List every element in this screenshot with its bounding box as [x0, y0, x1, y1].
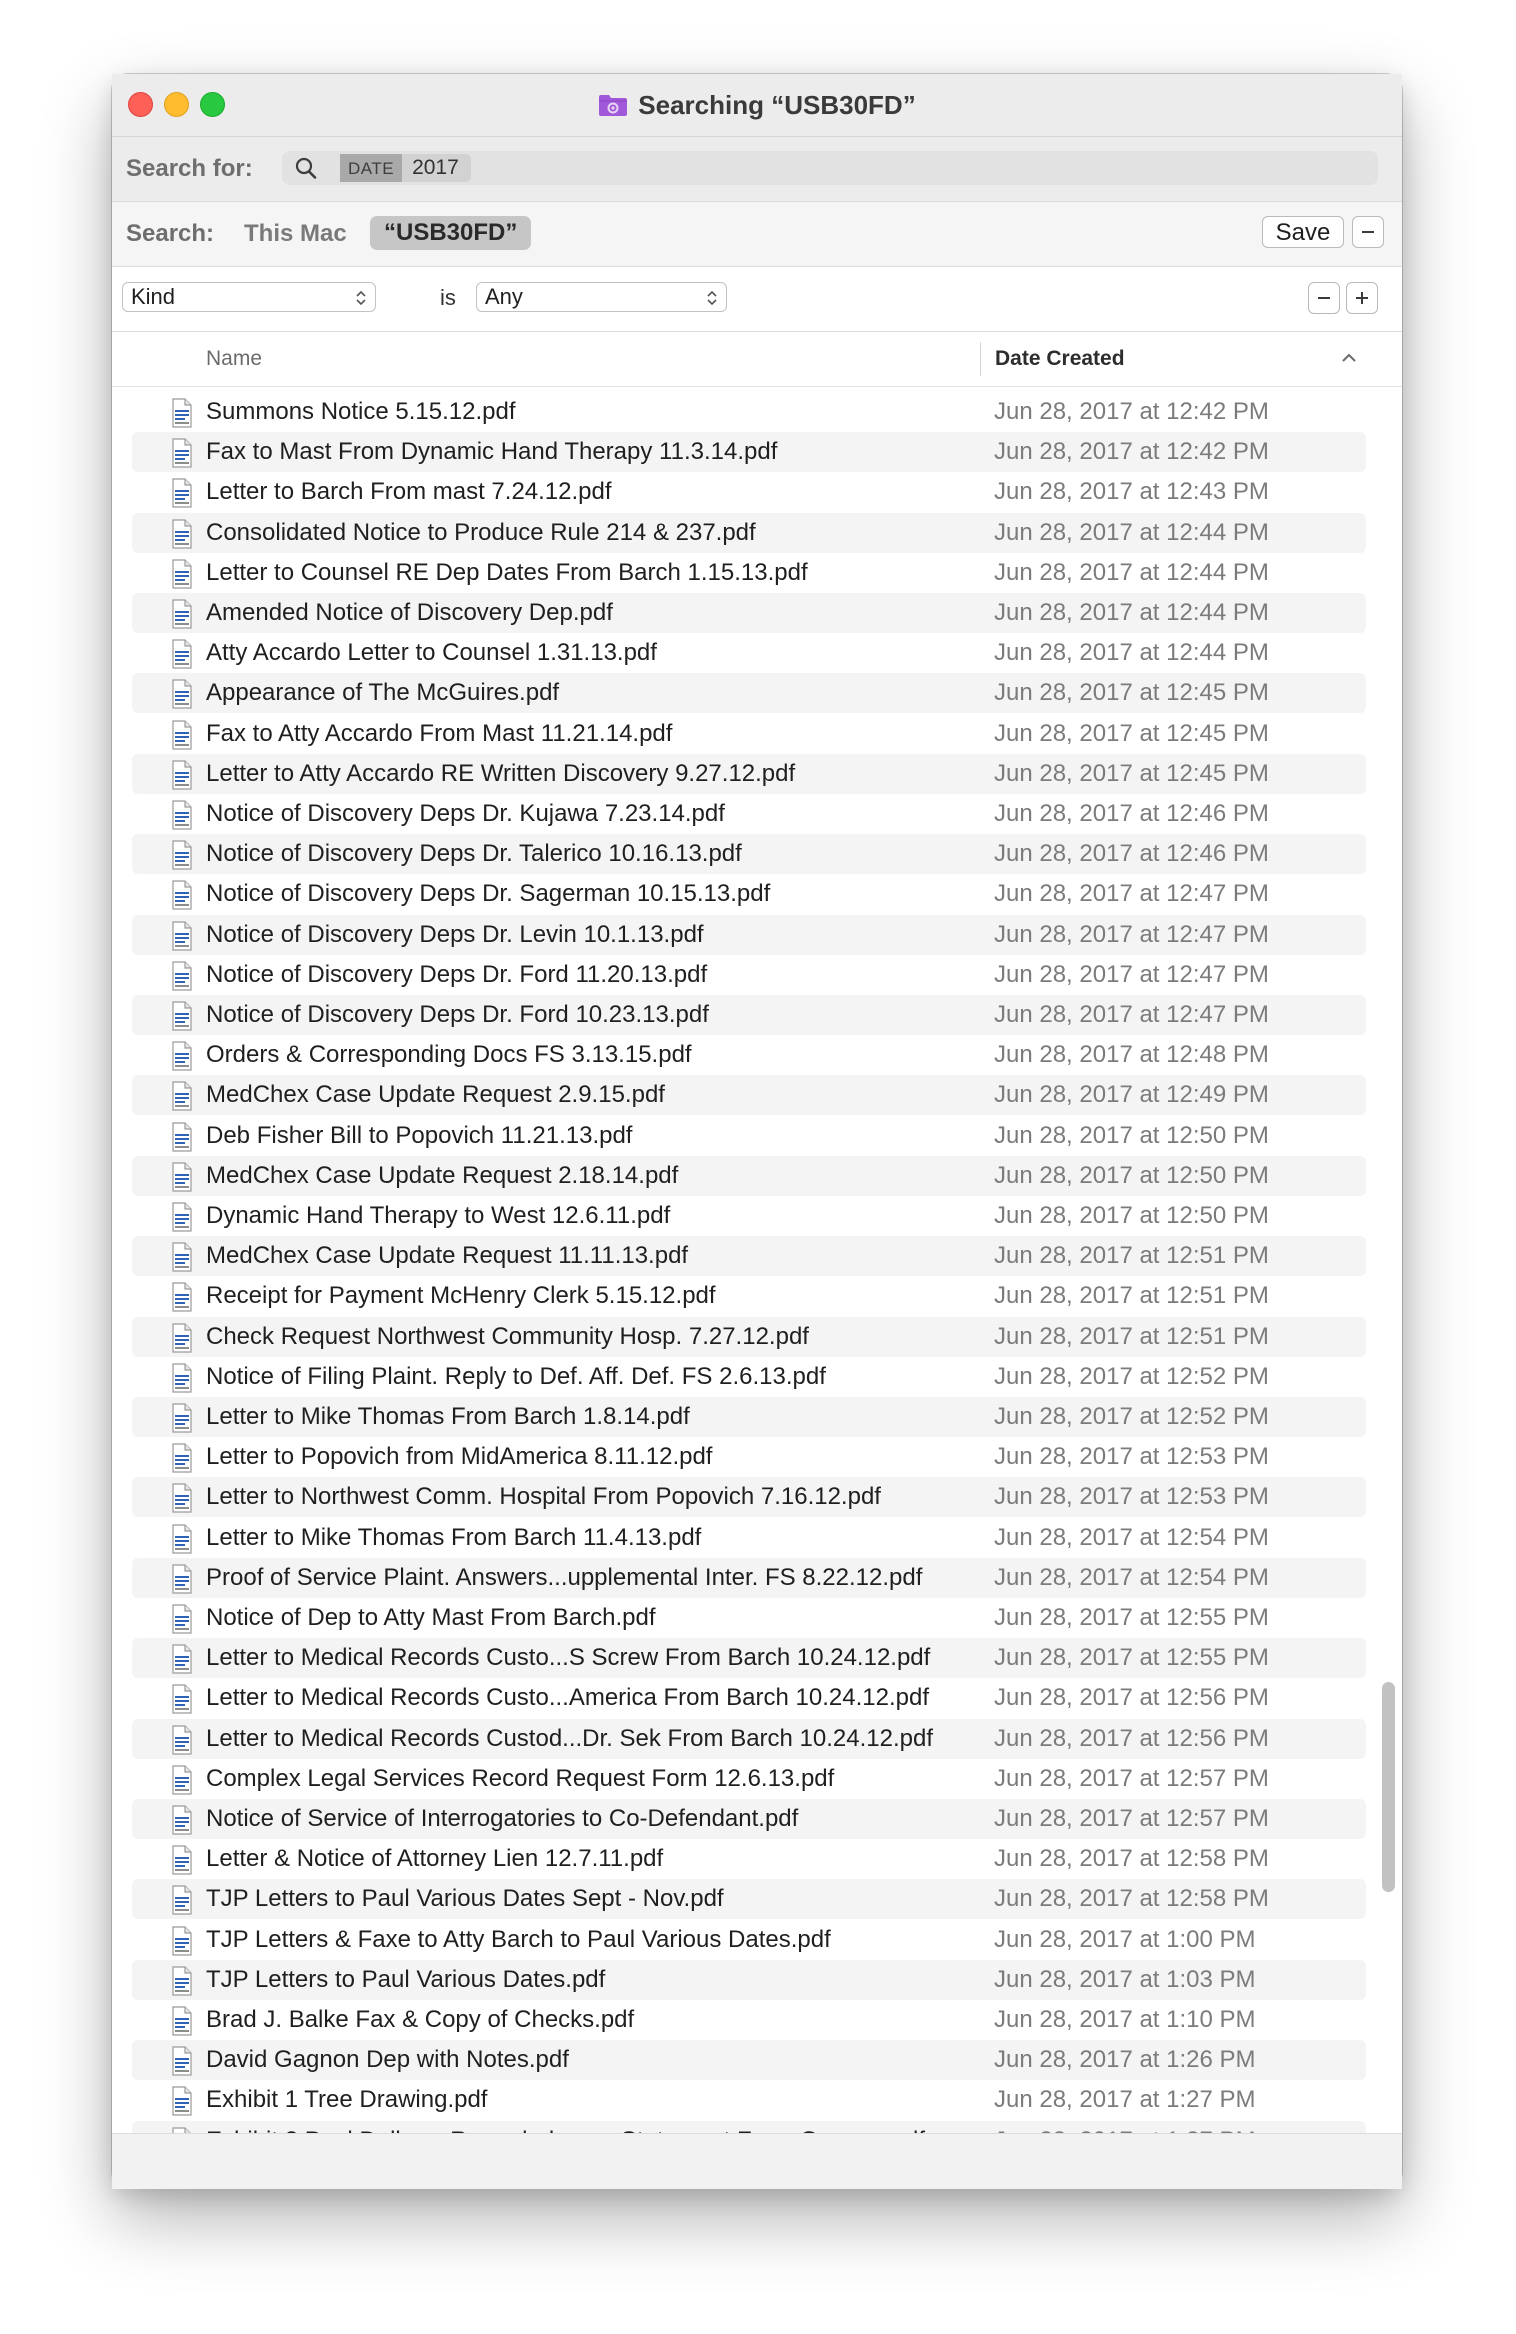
file-date-created: Jun 28, 2017 at 12:55 PM — [994, 1604, 1269, 1631]
pdf-document-icon — [170, 921, 194, 956]
path-bar — [112, 2133, 1402, 2189]
file-date-created: Jun 28, 2017 at 1:03 PM — [994, 1965, 1256, 1993]
pdf-document-icon — [170, 1483, 194, 1518]
file-row[interactable] — [132, 794, 1366, 834]
file-row[interactable] — [132, 1598, 1366, 1638]
pdf-document-icon — [170, 1564, 194, 1599]
window-title: Searching “USB30FD” — [638, 89, 916, 120]
file-name: TJP Letters to Paul Various Dates Sept - Nov.pdf — [206, 1885, 724, 1913]
column-header-row — [112, 332, 1402, 387]
pdf-document-icon — [170, 1001, 194, 1036]
file-row[interactable] — [132, 553, 1366, 593]
file-date-created: Jun 28, 2017 at 1:10 PM — [994, 2006, 1256, 2033]
file-row[interactable] — [132, 673, 1366, 713]
file-date-created: Jun 28, 2017 at 12:50 PM — [994, 1121, 1269, 1149]
file-name: Notice of Discovery Deps Dr. Levin 10.1.13.pdf — [206, 920, 704, 948]
criteria-attribute-value: Kind — [131, 284, 176, 309]
search-token[interactable] — [340, 154, 471, 182]
file-date-created: Jun 28, 2017 at 12:44 PM — [994, 599, 1269, 626]
pdf-document-icon — [170, 1363, 194, 1398]
pdf-document-icon — [170, 1323, 194, 1358]
file-name: Letter to Barch From mast 7.24.12.pdf — [206, 478, 612, 506]
file-name: Letter to Counsel RE Dep Dates From Barch 1.15.13.pdf — [206, 558, 808, 586]
file-name: MedChex Case Update Request 2.9.15.pdf — [206, 1081, 665, 1109]
file-name: Letter to Medical Records Custod...Dr. Sek From Barch 10.24.12.pdf — [206, 1724, 934, 1752]
file-name: Notice of Discovery Deps Dr. Talerico 10.16.13.pdf — [206, 840, 742, 868]
pdf-document-icon — [170, 2006, 194, 2041]
file-date-created: Jun 28, 2017 at 12:42 PM — [994, 438, 1269, 466]
file-name: Notice of Dep to Atty Mast From Barch.pdf — [206, 1604, 656, 1631]
file-row[interactable] — [132, 1920, 1366, 1960]
file-name: Letter & Notice of Attorney Lien 12.7.11.pdf — [206, 1845, 664, 1873]
file-row[interactable] — [132, 915, 1366, 955]
save-search-button[interactable]: Save — [1262, 216, 1344, 248]
minus-icon — [1360, 224, 1376, 240]
pdf-document-icon — [170, 1926, 194, 1961]
pdf-document-icon — [170, 599, 194, 634]
plus-icon — [1354, 290, 1370, 306]
vertical-scrollbar[interactable] — [1374, 386, 1400, 2058]
remove-criteria-row-button[interactable] — [1352, 216, 1384, 248]
file-date-created: Jun 28, 2017 at 12:51 PM — [994, 1242, 1269, 1270]
file-date-created: Jun 28, 2017 at 12:46 PM — [994, 800, 1269, 827]
file-date-created: Jun 28, 2017 at 12:47 PM — [994, 920, 1269, 948]
pdf-document-icon — [170, 438, 194, 473]
pdf-document-icon — [170, 1684, 194, 1719]
file-row[interactable] — [132, 1236, 1366, 1276]
file-row[interactable] — [132, 1116, 1366, 1156]
file-name: Appearance of The McGuires.pdf — [206, 679, 560, 707]
file-name: TJP Letters & Faxe to Atty Barch to Paul Various Dates.pdf — [206, 1925, 831, 1953]
file-name: Dynamic Hand Therapy to West 12.6.11.pdf — [206, 1202, 671, 1229]
file-date-created: Jun 28, 2017 at 12:53 PM — [994, 1483, 1269, 1511]
file-row[interactable] — [132, 1156, 1366, 1196]
pdf-document-icon — [170, 679, 194, 714]
pdf-document-icon — [170, 1443, 194, 1478]
file-name: Notice of Discovery Deps Dr. Sagerman 10.15.13.pdf — [206, 880, 771, 908]
file-row[interactable] — [132, 754, 1366, 794]
pdf-document-icon — [170, 840, 194, 875]
file-date-created: Jun 28, 2017 at 12:44 PM — [994, 639, 1269, 667]
file-row[interactable] — [132, 834, 1366, 874]
file-row[interactable] — [132, 1719, 1366, 1759]
file-name: Fax to Atty Accardo From Mast 11.21.14.pdf — [206, 719, 673, 747]
file-name: Orders & Corresponding Docs FS 3.13.15.pdf — [206, 1041, 692, 1069]
file-row[interactable] — [132, 1558, 1366, 1598]
pdf-document-icon — [170, 639, 194, 674]
file-name: Notice of Discovery Deps Dr. Kujawa 7.23.14.pdf — [206, 800, 725, 827]
criteria-value-text: Any — [485, 284, 523, 309]
file-name: Notice of Discovery Deps Dr. Ford 11.20.13.pdf — [206, 960, 708, 988]
file-row[interactable] — [132, 995, 1366, 1035]
file-name: David Gagnon Dep with Notes.pdf — [206, 2046, 569, 2074]
file-date-created: Jun 28, 2017 at 12:55 PM — [994, 1644, 1269, 1672]
file-row[interactable] — [132, 1678, 1366, 1718]
smart-folder-icon — [598, 93, 628, 117]
file-row[interactable] — [132, 1638, 1366, 1678]
criteria-value-popup[interactable] — [476, 282, 727, 312]
file-date-created: Jun 28, 2017 at 12:51 PM — [994, 1322, 1269, 1350]
file-date-created: Jun 28, 2017 at 12:48 PM — [994, 1041, 1269, 1069]
file-date-created: Jun 28, 2017 at 12:51 PM — [994, 1282, 1269, 1310]
file-date-created: Jun 28, 2017 at 12:58 PM — [994, 1885, 1269, 1913]
file-date-created: Jun 28, 2017 at 12:50 PM — [994, 1161, 1269, 1189]
file-date-created: Jun 28, 2017 at 12:58 PM — [994, 1845, 1269, 1873]
file-name: Letter to Medical Records Custo...America From Barch 10.24.12.pdf — [206, 1684, 929, 1712]
file-list[interactable] — [112, 386, 1402, 2114]
file-name: Fax to Mast From Dynamic Hand Therapy 11.3.14.pdf — [206, 438, 778, 466]
file-row[interactable] — [132, 1357, 1366, 1397]
finder-search-window — [112, 74, 1402, 2188]
pdf-document-icon — [170, 800, 194, 835]
file-date-created: Jun 28, 2017 at 1:27 PM — [994, 2086, 1256, 2114]
pdf-document-icon — [170, 1845, 194, 1880]
file-row[interactable] — [132, 1839, 1366, 1879]
file-row[interactable] — [132, 2040, 1366, 2080]
file-date-created: Jun 28, 2017 at 12:45 PM — [994, 679, 1269, 707]
file-row[interactable] — [132, 955, 1366, 995]
pdf-document-icon — [170, 1282, 194, 1317]
file-name: Letter to Northwest Comm. Hospital From Popovich 7.16.12.pdf — [206, 1483, 881, 1511]
file-name: Check Request Northwest Community Hosp. 7.27.12.pdf — [206, 1322, 809, 1350]
pdf-document-icon — [170, 1725, 194, 1760]
file-date-created: Jun 28, 2017 at 1:26 PM — [994, 2046, 1256, 2074]
file-name: Letter to Medical Records Custo...S Screw From Barch 10.24.12.pdf — [206, 1644, 931, 1672]
file-name: TJP Letters to Paul Various Dates.pdf — [206, 1965, 606, 1993]
file-name: Notice of Discovery Deps Dr. Ford 10.23.13.pdf — [206, 1001, 709, 1028]
file-row[interactable] — [132, 513, 1366, 553]
pdf-document-icon — [170, 1081, 194, 1116]
file-name: Exhibit 1 Tree Drawing.pdf — [206, 2086, 488, 2114]
file-name: Proof of Service Plaint. Answers...upplemental Inter. FS 8.22.12.pdf — [206, 1563, 923, 1591]
file-name: Amended Notice of Discovery Dep.pdf — [206, 599, 613, 626]
file-row[interactable] — [132, 1879, 1366, 1919]
file-date-created: Jun 28, 2017 at 12:56 PM — [994, 1684, 1269, 1712]
pdf-document-icon — [170, 1644, 194, 1679]
pdf-document-icon — [170, 961, 194, 996]
pdf-document-icon — [170, 1041, 194, 1076]
scope-this-mac-button[interactable]: This Mac — [244, 220, 347, 247]
search-token-value: 2017 — [412, 156, 459, 179]
file-name: Complex Legal Services Record Request Form 12.6.13.pdf — [206, 1764, 835, 1792]
pdf-document-icon — [170, 1604, 194, 1639]
criteria-operator-label: is — [440, 285, 456, 310]
file-date-created: Jun 28, 2017 at 12:53 PM — [994, 1443, 1269, 1471]
file-row[interactable] — [132, 1075, 1366, 1115]
file-date-created: Jun 28, 2017 at 12:42 PM — [994, 398, 1269, 425]
pdf-document-icon — [170, 2086, 194, 2121]
file-name: Notice of Filing Plaint. Reply to Def. Aff. Def. FS 2.6.13.pdf — [206, 1362, 826, 1390]
search-for-label: Search for: — [126, 155, 253, 182]
pdf-document-icon — [170, 1403, 194, 1438]
file-row[interactable] — [132, 472, 1366, 512]
file-date-created: Jun 28, 2017 at 12:52 PM — [994, 1362, 1269, 1390]
file-date-created: Jun 28, 2017 at 12:43 PM — [994, 478, 1269, 506]
file-date-created: Jun 28, 2017 at 12:50 PM — [994, 1202, 1269, 1229]
pdf-document-icon — [170, 720, 194, 755]
title-bar[interactable] — [112, 74, 1402, 137]
file-date-created: Jun 28, 2017 at 12:49 PM — [994, 1081, 1269, 1109]
updown-chevron-icon — [355, 287, 367, 315]
search-input[interactable] — [282, 151, 1378, 185]
file-name: Deb Fisher Bill to Popovich 11.21.13.pdf — [206, 1121, 633, 1149]
file-name: Notice of Service of Interrogatories to Co-Defendant.pdf — [206, 1805, 799, 1832]
file-row[interactable] — [132, 1960, 1366, 2000]
file-date-created: Jun 28, 2017 at 12:52 PM — [994, 1403, 1269, 1430]
file-date-created: Jun 28, 2017 at 12:44 PM — [994, 558, 1269, 586]
file-row[interactable] — [132, 1196, 1366, 1236]
pdf-document-icon — [170, 880, 194, 915]
file-row[interactable] — [132, 714, 1366, 754]
search-token-key: DATE — [340, 154, 402, 182]
file-date-created: Jun 28, 2017 at 12:54 PM — [994, 1563, 1269, 1591]
scope-usb30fd-button[interactable]: “USB30FD” — [370, 216, 531, 250]
criteria-attribute-popup[interactable] — [122, 282, 376, 312]
pdf-document-icon — [170, 1122, 194, 1157]
file-row[interactable] — [132, 2000, 1366, 2040]
file-date-created: Jun 28, 2017 at 12:46 PM — [994, 840, 1269, 868]
file-date-created: Jun 28, 2017 at 12:47 PM — [994, 1001, 1269, 1028]
pdf-document-icon — [170, 1805, 194, 1840]
scrollbar-thumb[interactable] — [1382, 1682, 1395, 1892]
file-date-created: Jun 28, 2017 at 12:45 PM — [994, 719, 1269, 747]
column-header-date-created[interactable]: Date Created — [995, 347, 1125, 370]
file-name: Letter to Popovich from MidAmerica 8.11.12.pdf — [206, 1443, 713, 1471]
file-name: Atty Accardo Letter to Counsel 1.31.13.pdf — [206, 639, 657, 667]
file-date-created: Jun 28, 2017 at 12:56 PM — [994, 1724, 1269, 1752]
pdf-document-icon — [170, 1524, 194, 1559]
pdf-document-icon — [170, 1885, 194, 1920]
pdf-document-icon — [170, 398, 194, 433]
file-row[interactable] — [132, 874, 1366, 914]
file-date-created: Jun 28, 2017 at 12:57 PM — [994, 1805, 1269, 1832]
file-row[interactable] — [132, 432, 1366, 472]
file-name: MedChex Case Update Request 2.18.14.pdf — [206, 1161, 679, 1189]
add-criteria-button[interactable] — [1346, 282, 1378, 314]
pdf-document-icon — [170, 1242, 194, 1277]
file-name: Consolidated Notice to Produce Rule 214 & 237.pdf — [206, 518, 756, 546]
file-date-created: Jun 28, 2017 at 12:44 PM — [994, 518, 1269, 546]
column-header-name[interactable]: Name — [206, 347, 263, 370]
file-date-created: Jun 28, 2017 at 12:47 PM — [994, 960, 1269, 988]
updown-chevron-icon — [706, 287, 718, 315]
file-row[interactable] — [132, 1276, 1366, 1316]
pdf-document-icon — [170, 760, 194, 795]
file-name: Brad J. Balke Fax & Copy of Checks.pdf — [206, 2006, 635, 2033]
search-scope-bar — [112, 202, 1402, 267]
file-row[interactable] — [132, 392, 1366, 432]
search-for-bar — [112, 137, 1402, 202]
file-row[interactable] — [132, 1799, 1366, 1839]
file-name: Letter to Mike Thomas From Barch 11.4.13.pdf — [206, 1523, 702, 1551]
magnifier-icon — [294, 155, 318, 186]
pdf-document-icon — [170, 2046, 194, 2081]
pdf-document-icon — [170, 1966, 194, 2001]
file-row[interactable] — [132, 593, 1366, 633]
pdf-document-icon — [170, 559, 194, 594]
file-row[interactable] — [132, 1397, 1366, 1437]
remove-criteria-button[interactable] — [1308, 282, 1340, 314]
sort-ascending-chevron-icon[interactable] — [1340, 351, 1358, 369]
pdf-document-icon — [170, 519, 194, 554]
file-row[interactable] — [132, 633, 1366, 673]
file-date-created: Jun 28, 2017 at 12:57 PM — [994, 1764, 1269, 1792]
file-date-created: Jun 28, 2017 at 12:45 PM — [994, 759, 1269, 787]
pdf-document-icon — [170, 1202, 194, 1237]
minus-icon — [1316, 290, 1332, 306]
criteria-row — [112, 267, 1402, 332]
file-row[interactable] — [132, 1477, 1366, 1517]
pdf-document-icon — [170, 1765, 194, 1800]
file-name: Receipt for Payment McHenry Clerk 5.15.12.pdf — [206, 1282, 716, 1310]
file-row[interactable] — [132, 1759, 1366, 1799]
search-scope-label: Search: — [126, 220, 215, 247]
file-row[interactable] — [132, 1518, 1366, 1558]
column-divider[interactable] — [980, 342, 981, 376]
file-name: MedChex Case Update Request 11.11.13.pdf — [206, 1242, 689, 1270]
file-row[interactable] — [132, 1317, 1366, 1357]
file-name: Letter to Atty Accardo RE Written Discovery 9.27.12.pdf — [206, 759, 796, 787]
file-row[interactable] — [132, 1035, 1366, 1075]
file-date-created: Jun 28, 2017 at 12:47 PM — [994, 880, 1269, 908]
file-date-created: Jun 28, 2017 at 1:00 PM — [994, 1925, 1256, 1953]
file-row[interactable] — [132, 2080, 1366, 2120]
file-date-created: Jun 28, 2017 at 12:54 PM — [994, 1523, 1269, 1551]
file-name: Letter to Mike Thomas From Barch 1.8.14.pdf — [206, 1403, 690, 1430]
file-name: Summons Notice 5.15.12.pdf — [206, 398, 516, 425]
file-row[interactable] — [132, 1437, 1366, 1477]
pdf-document-icon — [170, 1162, 194, 1197]
pdf-document-icon — [170, 478, 194, 513]
